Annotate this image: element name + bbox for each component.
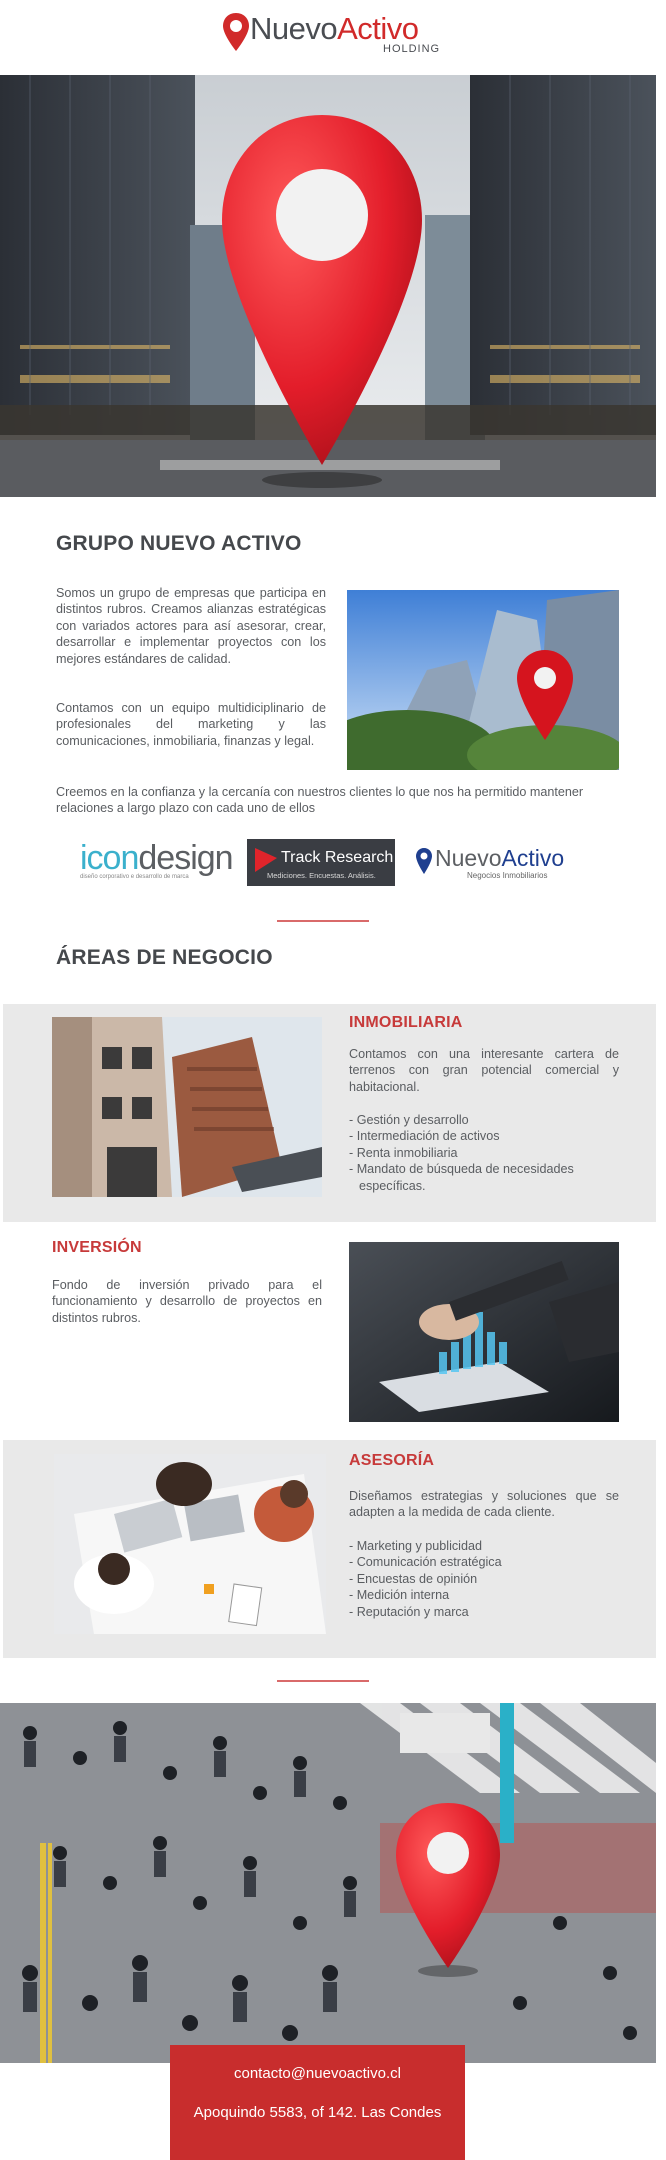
brand-na-word1: Nuevo <box>435 845 502 871</box>
brand-track-sub: Mediciones. Encuestas. Análisis. <box>267 871 376 880</box>
list-item: - Gestión y desarrollo <box>349 1113 469 1127</box>
list-item: - Marketing y publicidad <box>349 1539 482 1553</box>
brand-nuevoactivo-logo[interactable] <box>415 845 595 885</box>
brand-icondesign-b: design <box>138 839 233 877</box>
logo-pin-icon <box>222 12 250 52</box>
area-asesoria-list <box>349 1538 619 1620</box>
logo-subtitle: HOLDING <box>383 43 441 55</box>
area-asesoria-title: ASESORÍA <box>349 1452 435 1469</box>
brand-icondesign-sub: diseño corporativo e desarrollo de marca <box>80 874 189 880</box>
brand-na-sub: Negocios Inmobiliarios <box>467 871 548 880</box>
inversion-tablet-photo <box>349 1242 619 1422</box>
area-inmobiliaria-title: INMOBILIARIA <box>349 1014 463 1031</box>
list-item: - Mandato de búsqueda de necesidades específicas. <box>349 1162 574 1193</box>
about-paragraph-3: Creemos en la confianza y la cercanía con nuestros clientes lo que nos ha permitido mantener relaciones a largo plazo con cada uno de ellos <box>56 785 584 816</box>
area-asesoria-text: Diseñamos estrategias y soluciones que se adapten a la medida de cada cliente. <box>349 1489 619 1520</box>
skyscraper-pin-photo <box>347 590 619 770</box>
brand-track-name: Track Research <box>281 849 394 866</box>
area-inmobiliaria-list <box>349 1112 619 1194</box>
logo-wordmark[interactable] <box>250 12 419 46</box>
asesoria-meeting-photo <box>54 1454 326 1634</box>
nuevoactivo-pin-icon <box>415 847 433 875</box>
brand-icondesign-a: icon <box>80 839 139 877</box>
contact-box <box>170 2045 465 2160</box>
list-item: - Reputación y marca <box>349 1604 469 1619</box>
area-inmobiliaria-text: Contamos con una interesante cartera de terrenos con gran potencial comercial y habitacional. <box>349 1047 619 1094</box>
contact-email[interactable]: contacto@nuevoactivo.cl <box>234 2065 401 2082</box>
divider-1 <box>277 920 369 922</box>
divider-2 <box>277 1680 369 1682</box>
brand-icondesign-logo[interactable] <box>80 839 233 890</box>
track-flag-icon <box>255 848 277 872</box>
about-paragraph-2: Contamos con un equipo multidiciplinario de profesionales del marketing y las comunicaciones, inmobiliaria, finanzas y legal. <box>56 701 326 748</box>
area-inversion-text: Fondo de inversión privado para el funcionamiento y desarrollo de proyectos en distintos rubros. <box>52 1278 322 1325</box>
logo-word-nuevo: Nuevo <box>250 11 338 46</box>
logo-word-activo: Activo <box>337 11 419 46</box>
area-inversion-title: INVERSIÓN <box>52 1239 142 1256</box>
contact-address: Apoquindo 5583, of 142. Las Condes <box>193 2104 442 2121</box>
inmobiliaria-building-photo <box>52 1017 322 1197</box>
about-paragraph-1: Somos un grupo de empresas que participa en distintos rubros. Creamos alianzas estratégicas con variados actores para así asesorar, crear, desarrollar e implementar proyectos con los mejores estándares de calidad. <box>56 586 326 666</box>
list-item: - Encuestas de opinión <box>349 1571 478 1586</box>
list-item: - Intermediación de activos <box>349 1129 500 1144</box>
hero-city-photo <box>0 75 656 497</box>
list-item: - Renta inmobiliaria <box>349 1145 458 1160</box>
brand-track-research-logo[interactable] <box>247 839 395 886</box>
list-item: - Medición interna <box>349 1588 450 1603</box>
brand-na-word2: Activo <box>501 845 565 871</box>
section-title-areas: ÁREAS DE NEGOCIO <box>56 946 273 969</box>
crowd-pin-photo <box>0 1703 656 2063</box>
section-title-grupo: GRUPO NUEVO ACTIVO <box>56 532 302 555</box>
list-item: - Comunicación estratégica <box>349 1555 502 1570</box>
